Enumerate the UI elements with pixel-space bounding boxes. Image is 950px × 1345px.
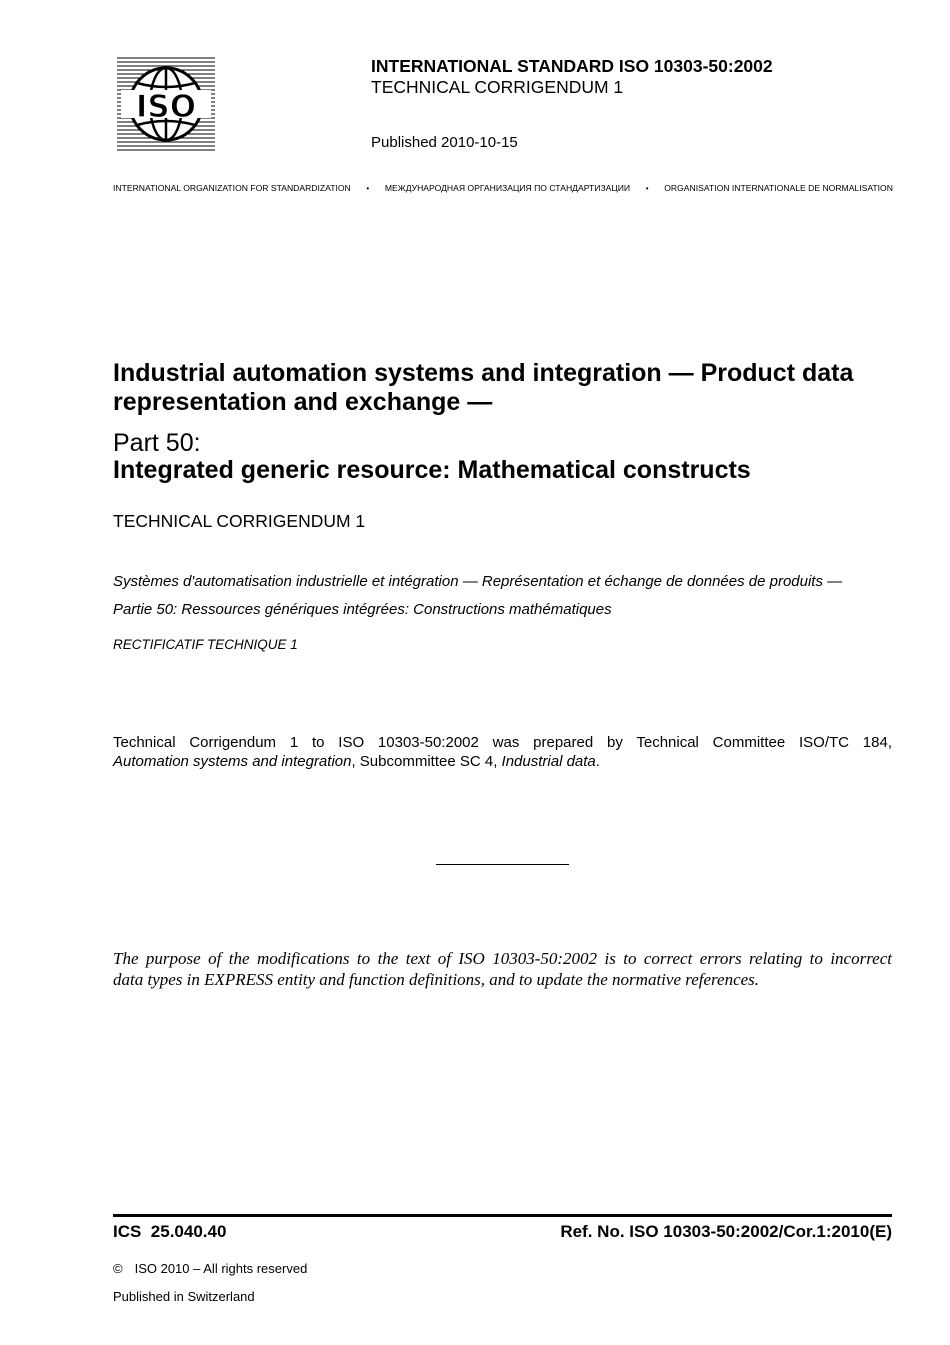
preparation-end: . bbox=[595, 753, 600, 770]
published-in: Published in Switzerland bbox=[113, 1289, 255, 1304]
iso-logo-graphic bbox=[117, 57, 215, 151]
preparation-statement bbox=[113, 733, 892, 771]
copyright-icon: © bbox=[113, 1261, 123, 1276]
purpose-line-2: data types in EXPRESS entity and function definitions, and to update the normative references. bbox=[113, 970, 760, 989]
header-corrigendum: TECHNICAL CORRIGENDUM 1 bbox=[371, 77, 624, 97]
section-divider bbox=[436, 864, 569, 865]
purpose-statement bbox=[113, 948, 892, 990]
corrigendum-label: TECHNICAL CORRIGENDUM 1 bbox=[113, 511, 366, 531]
reference-number: Ref. No. ISO 10303-50:2002/Cor.1:2010(E) bbox=[560, 1222, 892, 1241]
published-date: Published 2010-10-15 bbox=[371, 134, 518, 151]
purpose-line-1: The purpose of the modifications to the text of ISO 10303-50:2002 is to correct errors relating to incorrect bbox=[113, 949, 892, 968]
copyright-text: ISO 2010 – All rights reserved bbox=[134, 1261, 308, 1276]
iso-logo-text: ISO bbox=[135, 89, 197, 125]
committee-name: Automation systems and integration bbox=[113, 753, 352, 770]
subcommittee-name: Industrial data bbox=[501, 753, 596, 770]
organization-names bbox=[113, 183, 893, 193]
part-title: Integrated generic resource: Mathematical constructs bbox=[113, 456, 751, 484]
org-name-ru: МЕЖДУНАРОДНАЯ ОРГАНИЗАЦИЯ ПО СТАНДАРТИЗАЦИИ bbox=[384, 183, 631, 193]
part-label: Part 50: bbox=[113, 429, 201, 457]
copyright bbox=[113, 1261, 307, 1276]
separator-dot: • bbox=[366, 183, 370, 193]
org-name-fr: ORGANISATION INTERNATIONALE DE NORMALISATION bbox=[664, 183, 893, 193]
footer-rule bbox=[113, 1214, 892, 1217]
standard-title: INTERNATIONAL STANDARD ISO 10303-50:2002 bbox=[371, 56, 773, 76]
preparation-line-1: Technical Corrigendum 1 to ISO 10303-50:2002 was prepared by Technical Committee ISO/TC 184, bbox=[113, 734, 892, 751]
org-name-en: INTERNATIONAL ORGANIZATION FOR STANDARDIZATION bbox=[113, 183, 351, 193]
subcommittee-text: , Subcommittee SC 4, bbox=[351, 753, 502, 770]
french-corrigendum: RECTIFICATIF TECHNIQUE 1 bbox=[113, 637, 298, 652]
separator-dot: • bbox=[645, 183, 649, 193]
ics-code: ICS 25.040.40 bbox=[113, 1222, 227, 1241]
french-title: Systèmes d'automatisation industrielle et intégration — Représentation et échange de données de produits — bbox=[113, 573, 843, 590]
main-title: Industrial automation systems and integration — Product data representation and exchange — bbox=[113, 359, 854, 416]
iso-logo bbox=[117, 57, 215, 151]
french-part: Partie 50: Ressources génériques intégrées: Constructions mathématiques bbox=[113, 601, 612, 618]
